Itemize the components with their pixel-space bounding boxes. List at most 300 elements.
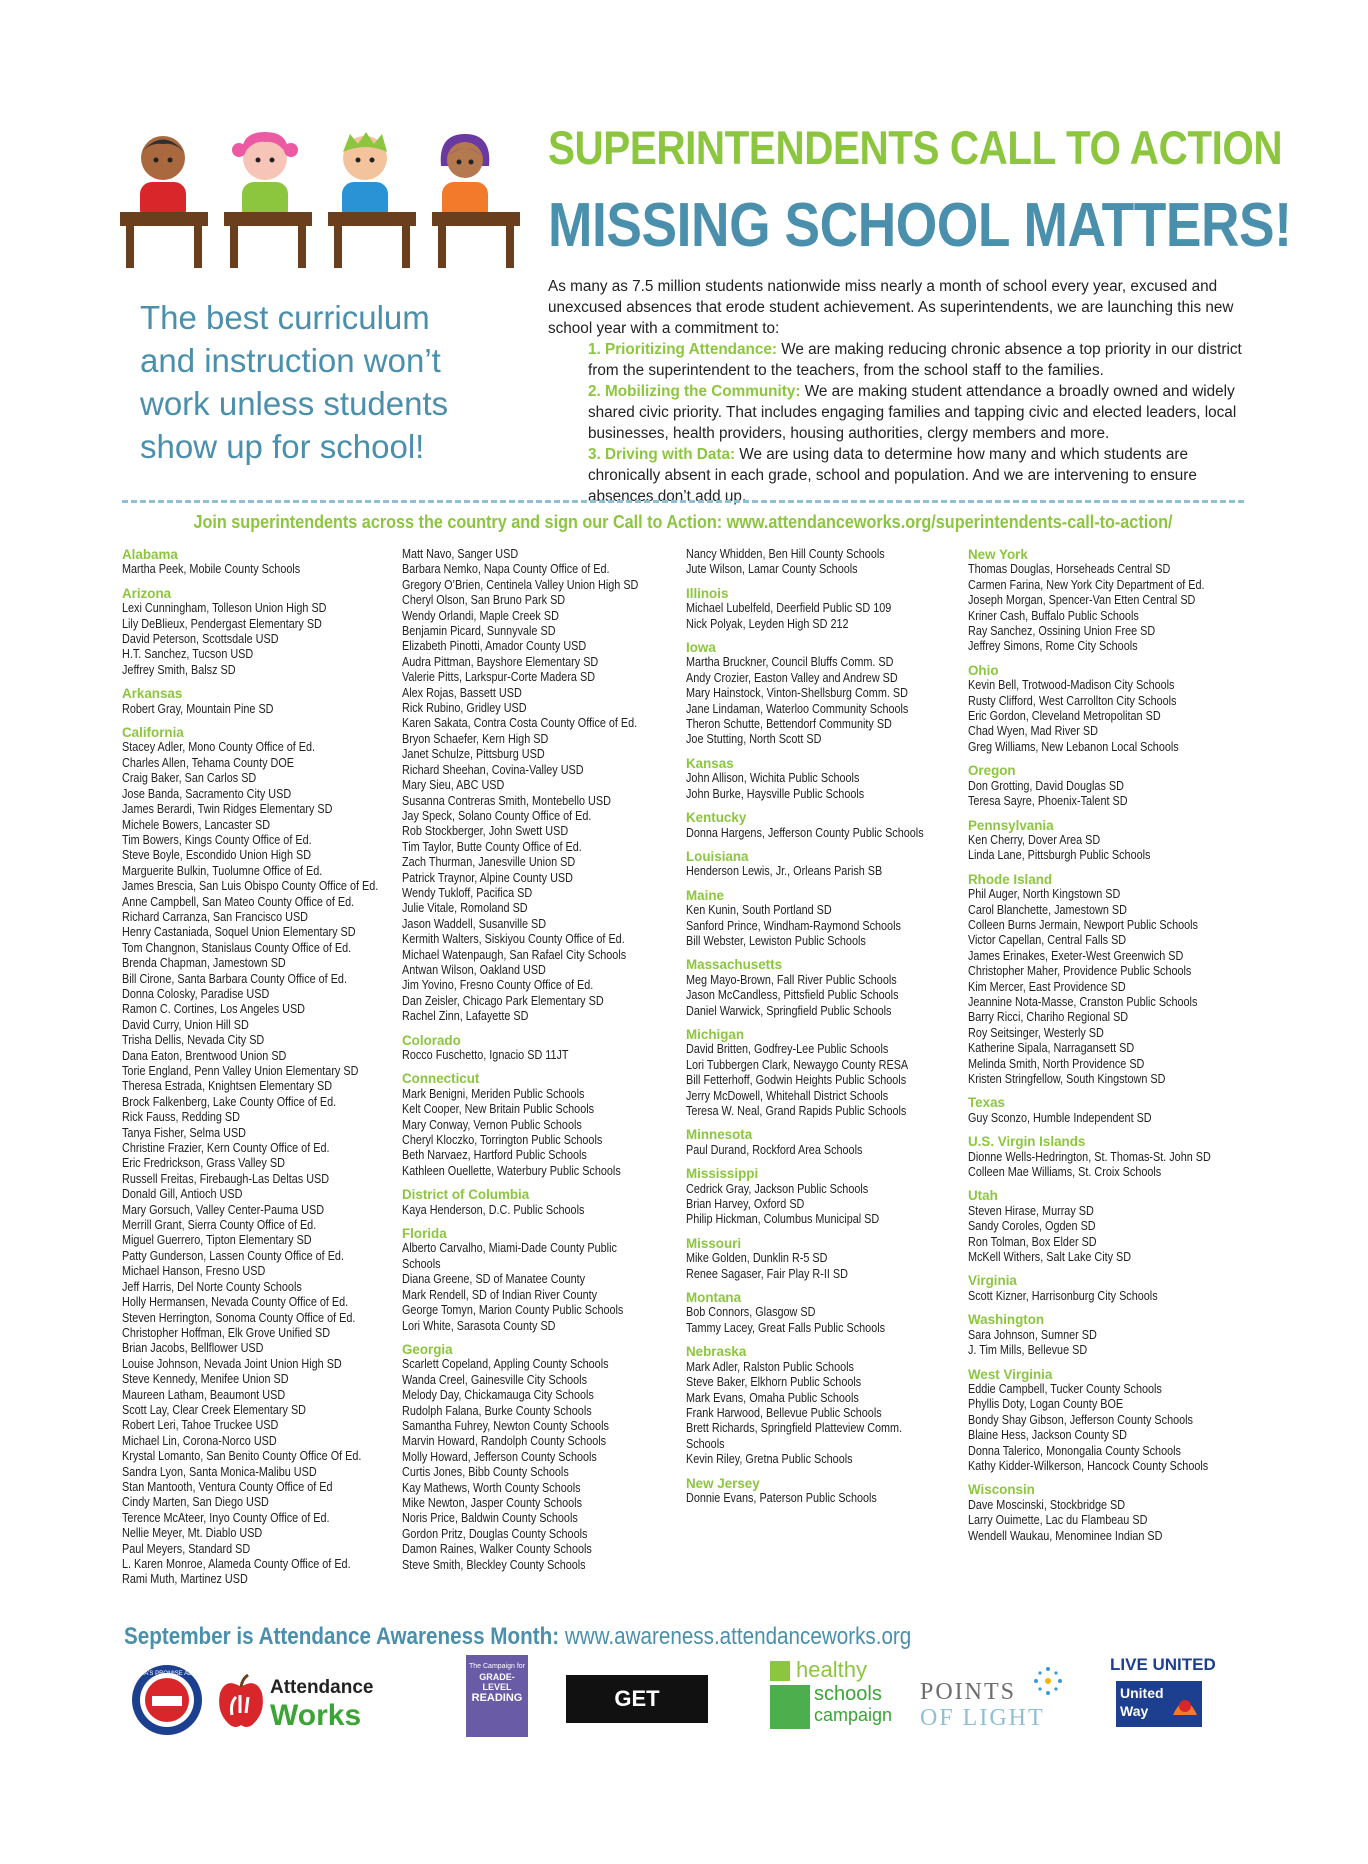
- state-heading: California: [122, 725, 184, 741]
- state-heading: Utah: [968, 1188, 998, 1204]
- signer-name: Tim Bowers, Kings County Office of Ed.: [122, 832, 312, 847]
- signer-name: Mary Sieu, ABC USD: [402, 778, 505, 793]
- state-heading: Alabama: [122, 547, 178, 562]
- signer-name: Matt Navo, Sanger USD: [402, 547, 519, 561]
- signer-name: Krystal Lomanto, San Benito County Office Of Ed.: [122, 1449, 362, 1464]
- signer-name: Kermith Walters, Siskiyou County Office of Ed.: [402, 932, 625, 947]
- united-way-text-1: United: [1120, 1685, 1164, 1701]
- signer-name: Phil Auger, North Kingstown SD: [968, 887, 1121, 902]
- signer-name: Schools: [402, 1256, 441, 1271]
- signer-name: Donna Colosky, Paradise USD: [122, 986, 270, 1001]
- signer-name: Alex Rojas, Bassett USD: [402, 685, 522, 700]
- signer-name: Bill Cirone, Santa Barbara County Office of Ed.: [122, 971, 347, 986]
- signer-name: Marvin Howard, Randolph County Schools: [402, 1434, 607, 1449]
- signer-name: Patrick Traynor, Alpine County USD: [402, 870, 573, 885]
- signer-name: Teresa Sayre, Phoenix-Talent SD: [968, 794, 1128, 809]
- signer-name: Tanya Fisher, Selma USD: [122, 1125, 247, 1140]
- signer-name: David Britten, Godfrey-Lee Public Schools: [686, 1042, 889, 1057]
- signer-name: Susanna Contreras Smith, Montebello USD: [402, 793, 611, 808]
- signer-name: Ken Kunin, South Portland SD: [686, 903, 832, 918]
- commitment-item: [588, 339, 1248, 381]
- signer-name: Rusty Clifford, West Carrollton City Schools: [968, 693, 1177, 708]
- student-2-icon: [232, 132, 298, 222]
- signer-name: Bondy Shay Gibson, Jefferson County Schools: [968, 1412, 1193, 1427]
- signer-name: Karen Sakata, Contra Costa County Office of Ed.: [402, 716, 638, 731]
- signer-name: Carol Blanchette, Jamestown SD: [968, 902, 1127, 917]
- signer-name: McKell Withers, Salt Lake City SD: [968, 1250, 1132, 1265]
- signer-name: Blaine Hess, Jackson County SD: [968, 1428, 1127, 1443]
- signer-name: Stacey Adler, Mono County Office of Ed.: [122, 740, 316, 755]
- signer-name: Mike Golden, Dunklin R-5 SD: [686, 1251, 828, 1266]
- page-title-line1: SUPERINTENDENTS CALL TO ACTION: [548, 121, 1283, 174]
- awareness-label: September is Attendance Awareness Month:: [124, 1623, 560, 1650]
- signer-name: Damon Raines, Walker County Schools: [402, 1542, 592, 1557]
- signer-name: Larry Ouimette, Lac du Flambeau SD: [968, 1513, 1148, 1528]
- signer-name: Katherine Sipala, Narragansett SD: [968, 1041, 1135, 1056]
- join-call-to-action-link[interactable]: Join superintendents across the country and sign our Call to Action: www.attendanceworks.org/superintendents-call-to-action/: [193, 512, 1173, 532]
- state-heading: Nebraska: [686, 1344, 747, 1360]
- state-heading: Colorado: [402, 1032, 461, 1048]
- signer-name: Donna Talerico, Monongalia County Schools: [968, 1443, 1181, 1458]
- signer-name: Richard Carranza, San Francisco USD: [122, 909, 309, 924]
- state-heading: Missouri: [686, 1235, 742, 1251]
- signer-name: Steve Boyle, Escondido Union High SD: [122, 848, 312, 863]
- state-heading: District of Columbia: [402, 1187, 530, 1203]
- signer-name: Kristen Stringfellow, South Kingstown SD: [968, 1072, 1166, 1086]
- signer-name: Renee Sagaser, Fair Play R-II SD: [686, 1266, 848, 1281]
- state-heading: Wisconsin: [968, 1482, 1035, 1498]
- signer-name: Mike Newton, Jasper County Schools: [402, 1495, 582, 1510]
- signer-name: Robert Leri, Tahoe Truckee USD: [122, 1418, 279, 1433]
- signer-name: Henry Castaniada, Soquel Union Elementary SD: [122, 925, 356, 940]
- signer-name: James Erinakes, Exeter-West Greenwich SD: [968, 948, 1184, 963]
- signer-name: Samantha Fuhrey, Newton County Schools: [402, 1418, 609, 1433]
- signer-name: Gordon Pritz, Douglas County Schools: [402, 1526, 588, 1541]
- signer-name: Andy Crozier, Easton Valley and Andrew SD: [686, 670, 898, 685]
- commitment-number: 2.: [588, 383, 601, 400]
- signers-column-1: [122, 547, 412, 1588]
- signer-name: Steve Kennedy, Menifee Union SD: [122, 1372, 289, 1387]
- signer-name: Barbara Nemko, Napa County Office of Ed.: [402, 562, 610, 577]
- state-heading: U.S. Virgin Islands: [968, 1134, 1086, 1150]
- signer-name: J. Tim Mills, Bellevue SD: [968, 1343, 1088, 1358]
- state-heading: Mississippi: [686, 1166, 759, 1182]
- signer-name: Steven Herrington, Sonoma County Office of Ed.: [122, 1310, 356, 1325]
- signer-name: Rachel Zinn, Lafayette SD: [402, 1009, 529, 1024]
- signer-name: Jute Wilson, Lamar County Schools: [686, 562, 858, 577]
- signer-name: Mark Rendell, SD of Indian River County: [402, 1287, 598, 1302]
- state-heading: Louisiana: [686, 848, 749, 864]
- signer-name: Kevin Riley, Gretna Public Schools: [686, 1452, 853, 1467]
- signer-name: Nick Polyak, Leyden High SD 212: [686, 616, 849, 631]
- signer-name: Eric Fredrickson, Grass Valley SD: [122, 1156, 285, 1171]
- state-heading: Arizona: [122, 585, 172, 601]
- signer-name: Rob Stockberger, John Swett USD: [402, 824, 569, 839]
- signer-name: Jeannine Nota-Masse, Cranston Public Schools: [968, 994, 1198, 1009]
- signer-name: Marguerite Bulkin, Tuolumne Office of Ed.: [122, 863, 323, 878]
- signer-name: Donnie Evans, Paterson Public Schools: [686, 1490, 877, 1505]
- signer-name: Steven Hirase, Murray SD: [968, 1203, 1094, 1218]
- signer-name: Guy Sconzo, Humble Independent SD: [968, 1110, 1152, 1125]
- signer-name: Russell Freitas, Firebaugh-Las Deltas USD: [122, 1171, 330, 1186]
- commitment-item: [588, 381, 1248, 444]
- signer-name: Gregory O’Brien, Centinela Valley Union High SD: [402, 577, 639, 592]
- signer-name: Michael Lin, Corona-Norco USD: [122, 1433, 277, 1448]
- intro-section: [548, 276, 1248, 507]
- signer-name: Steve Baker, Elkhorn Public Schools: [686, 1375, 862, 1390]
- signer-name: Nancy Whidden, Ben Hill County Schools: [686, 547, 885, 561]
- grade-level-text-3: READING: [471, 1692, 523, 1704]
- commitment-title: Prioritizing Attendance:: [605, 341, 777, 358]
- state-heading: Arkansas: [122, 686, 183, 702]
- signer-name: Frank Harwood, Bellevue Public Schools: [686, 1405, 882, 1420]
- signer-name: Cheryl Olson, San Bruno Park SD: [402, 593, 566, 608]
- apple-hand-icon: [216, 1673, 266, 1731]
- state-heading: Washington: [968, 1312, 1045, 1328]
- student-3-icon: [342, 132, 388, 222]
- healthy-text-1: healthy: [796, 1657, 867, 1682]
- signer-name: Melinda Smith, North Providence SD: [968, 1056, 1145, 1071]
- signer-name: Jerry McDowell, Whitehall District Schools: [686, 1088, 889, 1103]
- signer-name: Sandy Coroles, Ogden SD: [968, 1219, 1096, 1234]
- signer-name: Paul Durand, Rockford Area Schools: [686, 1142, 863, 1157]
- state-heading: Ohio: [968, 662, 999, 678]
- signer-name: Paul Meyers, Standard SD: [122, 1541, 251, 1556]
- state-heading: Michigan: [686, 1026, 745, 1042]
- signer-name: Bryon Schaefer, Kern High SD: [402, 731, 549, 746]
- signer-name: Julie Vitale, Romoland SD: [402, 901, 528, 916]
- healthy-schools-logo[interactable]: [770, 1657, 893, 1737]
- signer-name: Greg Williams, New Lebanon Local Schools: [968, 739, 1179, 754]
- signer-name: Kathleen Ouellette, Waterbury Public Schools: [402, 1163, 621, 1178]
- signer-name: Lily DeBlieux, Pendergast Elementary SD: [122, 616, 322, 631]
- signer-name: Rocco Fuschetto, Ignacio SD 11JT: [402, 1048, 569, 1062]
- signer-name: Richard Sheehan, Covina-Valley USD: [402, 762, 584, 777]
- signer-name: Michele Bowers, Lancaster SD: [122, 817, 271, 832]
- points-of-light-logo[interactable]: [920, 1665, 1070, 1735]
- signer-name: Kaya Henderson, D.C. Public Schools: [402, 1202, 585, 1217]
- signer-name: John Burke, Haysville Public Schools: [686, 786, 865, 801]
- signer-name: Dan Zeisler, Chicago Park Elementary SD: [402, 993, 604, 1008]
- signer-name: Henderson Lewis, Jr., Orleans Parish SB: [686, 864, 883, 879]
- signer-name: Joseph Morgan, Spencer-Van Etten Central SD: [968, 593, 1196, 608]
- awareness-month-banner: [124, 1623, 911, 1651]
- signer-name: George Tomyn, Marion County Public Schools: [402, 1303, 624, 1318]
- signer-name: Dionne Wells-Hedrington, St. Thomas-St. John SD: [968, 1149, 1211, 1164]
- americas-promise-logo[interactable]: [120, 1663, 214, 1737]
- state-heading: Georgia: [402, 1341, 453, 1357]
- signer-name: Rick Rubino, Gridley USD: [402, 701, 527, 716]
- desks-icon: [120, 212, 520, 268]
- signer-name: Brock Falkenberg, Lake County Office of Ed.: [122, 1094, 337, 1109]
- signer-name: Sandra Lyon, Santa Monica-Malibu USD: [122, 1464, 317, 1479]
- signers-column-3: [686, 547, 976, 1506]
- signer-name: Don Grotting, David Douglas SD: [968, 778, 1124, 793]
- signer-name: Philip Hickman, Columbus Municipal SD: [686, 1212, 880, 1227]
- signer-name: Benjamin Picard, Sunnyvale SD: [402, 624, 556, 639]
- signer-name: Lori White, Sarasota County SD: [402, 1318, 556, 1333]
- state-heading: Florida: [402, 1226, 447, 1242]
- grade-level-text-1: The Campaign for: [468, 1663, 526, 1670]
- state-heading: West Virginia: [968, 1366, 1053, 1382]
- signer-name: Ramon C. Cortines, Los Angeles USD: [122, 1002, 306, 1017]
- state-heading: New Jersey: [686, 1475, 760, 1491]
- signer-name: Patty Gunderson, Lassen County Office of Ed.: [122, 1248, 344, 1263]
- signer-name: Bill Fetterhoff, Godwin Heights Public Schools: [686, 1073, 907, 1088]
- signer-name: David Peterson, Scottsdale USD: [122, 632, 279, 647]
- commitment-item: [588, 444, 1248, 507]
- signer-name: Scarlett Copeland, Appling County Schools: [402, 1357, 609, 1372]
- united-way-hand-icon: [1170, 1689, 1200, 1719]
- signer-name: Sara Johnson, Sumner SD: [968, 1327, 1097, 1342]
- signer-name: Carmen Farina, New York City Department of Ed.: [968, 577, 1205, 592]
- signer-name: Teresa W. Neal, Grand Rapids Public Schools: [686, 1104, 907, 1118]
- state-heading: Oregon: [968, 763, 1016, 779]
- signer-name: Curtis Jones, Bibb County Schools: [402, 1465, 569, 1480]
- signer-name: Eddie Campbell, Tucker County Schools: [968, 1381, 1162, 1396]
- student-4-icon: [441, 134, 490, 222]
- partner-logos: [120, 1655, 1240, 1759]
- signer-name: Jeffrey Simons, Rome City Schools: [968, 639, 1138, 654]
- signer-name: Mark Evans, Omaha Public Schools: [686, 1390, 859, 1405]
- signer-name: Meg Mayo-Brown, Fall River Public Schools: [686, 972, 897, 987]
- signer-name: Tammy Lacey, Great Falls Public Schools: [686, 1320, 886, 1335]
- state-heading: Montana: [686, 1290, 742, 1306]
- healthy-text-2: schools: [814, 1683, 882, 1705]
- signer-name: Kriner Cash, Buffalo Public Schools: [968, 608, 1139, 623]
- get-schooled-logo[interactable]: GET SCHOOLED: [566, 1675, 708, 1723]
- signer-name: Rami Muth, Martinez USD: [122, 1572, 248, 1587]
- commitment-title: Driving with Data:: [605, 446, 736, 463]
- commitments-list: [548, 339, 1248, 507]
- signer-name: Brett Richards, Springfield Platteview Comm.: [686, 1421, 903, 1436]
- signer-name: Theresa Estrada, Knightsen Elementary SD: [122, 1079, 333, 1094]
- commitment-text: We are making reducing chronic absence a top priority in our district from the superintendent to the teachers, from the school staff to the families.: [588, 341, 1242, 379]
- signer-name: Cheryl Kloczko, Torrington Public Schools: [402, 1133, 603, 1148]
- signer-name: Trisha Dellis, Nevada City SD: [122, 1033, 265, 1048]
- signer-name: Charles Allen, Tehama County DOE: [122, 755, 294, 770]
- signer-name: L. Karen Monroe, Alameda County Office of Ed.: [122, 1557, 351, 1571]
- signer-name: Maureen Latham, Beaumont USD: [122, 1387, 286, 1402]
- signers-column-4: [968, 547, 1258, 1544]
- signer-name: Nellie Meyer, Mt. Diablo USD: [122, 1526, 263, 1541]
- signer-name: Scott Lay, Clear Creek Elementary SD: [122, 1402, 306, 1417]
- signer-name: Kay Mathews, Worth County Schools: [402, 1480, 581, 1495]
- signer-name: Roy Seitsinger, Westerly SD: [968, 1025, 1104, 1040]
- signer-name: Zach Thurman, Janesville Union SD: [402, 855, 576, 870]
- grade-level-text-2: GRADE-LEVEL: [479, 1672, 515, 1692]
- signer-name: Wendy Orlandi, Maple Creek SD: [402, 608, 559, 623]
- signer-name: Cindy Marten, San Diego USD: [122, 1495, 269, 1510]
- tagline: The best curriculum and instruction won’t work unless students show up for school!: [140, 299, 449, 465]
- signer-name: Miguel Guerrero, Tipton Elementary SD: [122, 1233, 312, 1248]
- signer-name: Jason McCandless, Pittsfield Public Schools: [686, 988, 899, 1003]
- signer-name: Theron Schutte, Bettendorf Community SD: [686, 717, 892, 732]
- signer-name: Thomas Douglas, Horseheads Central SD: [968, 562, 1171, 577]
- healthy-text-3: campaign: [814, 1705, 893, 1725]
- signer-name: Rudolph Falana, Burke County Schools: [402, 1403, 592, 1418]
- students-at-desks-illustration: [120, 120, 540, 270]
- signer-name: Wendell Waukau, Menominee Indian SD: [968, 1528, 1163, 1543]
- signer-name: Michael Hanson, Fresno USD: [122, 1264, 266, 1279]
- signer-name: Victor Capellan, Central Falls SD: [968, 933, 1127, 948]
- signer-name: Melody Day, Chickamauga City Schools: [402, 1388, 594, 1403]
- signer-name: Craig Baker, San Carlos SD: [122, 771, 257, 786]
- signer-name: Brian Jacobs, Bellflower USD: [122, 1341, 264, 1356]
- state-heading: Iowa: [686, 640, 716, 656]
- state-heading: Maine: [686, 887, 724, 903]
- signer-name: Robert Gray, Mountain Pine SD: [122, 701, 274, 716]
- signer-name: Lexi Cunningham, Tolleson Union High SD: [122, 601, 327, 616]
- signer-name: Linda Lane, Pittsburgh Public Schools: [968, 848, 1151, 863]
- signer-name: Diana Greene, SD of Manatee County: [402, 1272, 586, 1287]
- signer-name: Sanford Prince, Windham-Raymond Schools: [686, 918, 901, 933]
- state-heading: Texas: [968, 1095, 1005, 1111]
- signer-name: Cedrick Gray, Jackson Public Schools: [686, 1181, 869, 1196]
- signer-name: James Brescia, San Luis Obispo County Office of Ed.: [122, 879, 379, 894]
- signer-name: Jim Yovino, Fresno County Office of Ed.: [402, 978, 594, 993]
- signer-name: Brenda Chapman, Jamestown SD: [122, 956, 286, 971]
- signer-name: Michael Lubelfeld, Deerfield Public SD 109: [686, 601, 892, 616]
- live-united-text: LIVE UNITED: [1110, 1655, 1216, 1674]
- signer-name: Torie England, Penn Valley Union Elementary SD: [122, 1064, 359, 1078]
- signer-name: Alberto Carvalho, Miami-Dade County Public: [402, 1241, 617, 1256]
- signer-name: Phyllis Doty, Logan County BOE: [968, 1397, 1124, 1412]
- signer-name: Jeffrey Smith, Balsz SD: [122, 662, 236, 677]
- starburst-icon: [1032, 1665, 1064, 1697]
- signer-name: John Allison, Wichita Public Schools: [686, 771, 860, 786]
- signer-name: Kathy Kidder-Wilkerson, Hancock County Schools: [968, 1458, 1209, 1473]
- signer-name: Stan Mantooth, Ventura County Office of Ed: [122, 1479, 333, 1494]
- signer-name: Colleen Burns Jermain, Newport Public Schools: [968, 917, 1198, 932]
- awareness-url-link[interactable]: www.awareness.attendanceworks.org: [559, 1623, 912, 1650]
- commitment-text: We are using data to determine how many and which students are chronically absent in each grade, school and population. And we are intervening to ensure absences don’t add up.: [588, 446, 1197, 505]
- signer-name: Tom Changnon, Stanislaus County Office of Ed.: [122, 940, 352, 955]
- signer-name: Jose Banda, Sacramento City USD: [122, 786, 292, 801]
- signer-name: Jeff Harris, Del Norte County Schools: [122, 1279, 302, 1294]
- points-text-1: POINTS: [920, 1679, 1017, 1705]
- state-heading: Kansas: [686, 755, 734, 771]
- signer-name: Martha Bruckner, Council Bluffs Comm. SD: [686, 655, 894, 670]
- signer-name: Kevin Bell, Trotwood-Madison City Schools: [968, 678, 1175, 693]
- signer-name: Christopher Hoffman, Elk Grove Unified SD: [122, 1325, 331, 1340]
- signer-name: Kim Mercer, East Providence SD: [968, 979, 1126, 994]
- signer-name: Ken Cherry, Dover Area SD: [968, 832, 1101, 847]
- signer-name: Elizabeth Pinotti, Amador County USD: [402, 639, 587, 654]
- signer-name: Jane Lindaman, Waterloo Community Schools: [686, 701, 909, 716]
- signer-name: Eric Gordon, Cleveland Metropolitan SD: [968, 709, 1161, 724]
- signer-name: Wendy Tukloff, Pacifica SD: [402, 885, 533, 900]
- commitment-text: We are making student attendance a broadly owned and widely shared civic priority. That includes engaging families and tapping civic and elected leaders, local businesses, health providers, housing authorities, clergy members and more.: [588, 383, 1237, 442]
- signer-name: Beth Narvaez, Hartford Public Schools: [402, 1148, 587, 1163]
- signer-name: Mary Conway, Vernon Public Schools: [402, 1117, 582, 1132]
- grade-level-reading-logo[interactable]: [466, 1655, 528, 1737]
- signer-name: Bill Webster, Lewiston Public Schools: [686, 933, 866, 948]
- state-heading: Kentucky: [686, 810, 747, 826]
- signer-name: Rick Fauss, Redding SD: [122, 1110, 240, 1125]
- signer-name: Anne Campbell, San Mateo County Office of Ed.: [122, 894, 355, 909]
- signer-name: Louise Johnson, Nevada Joint Union High SD: [122, 1356, 342, 1371]
- signer-name: Holly Hermansen, Nevada County Office of Ed.: [122, 1295, 349, 1310]
- signer-name: Christopher Maher, Providence Public Schools: [968, 964, 1192, 979]
- united-way-logo[interactable]: [1110, 1655, 1230, 1739]
- signer-name: Schools: [686, 1436, 725, 1451]
- state-heading: Massachusetts: [686, 957, 783, 973]
- signer-name: Antwan Wilson, Oakland USD: [402, 962, 546, 977]
- student-1-icon: [140, 136, 186, 222]
- signer-name: Jay Speck, Solano County Office of Ed.: [402, 808, 592, 823]
- intro-paragraph: As many as 7.5 million students nationwide miss nearly a month of school every year, excused and unexcused absences that erode student achievement. As superintendents, we are launching this new school year with a commitment to:: [548, 278, 1234, 337]
- signer-name: Martha Peek, Mobile County Schools: [122, 562, 301, 577]
- signer-name: Michael Watenpaugh, San Rafael City Schools: [402, 947, 627, 962]
- state-heading: New York: [968, 547, 1028, 562]
- state-heading: Rhode Island: [968, 871, 1053, 887]
- signer-name: Barry Ricci, Chariho Regional SD: [968, 1010, 1129, 1025]
- signer-name: Christine Frazier, Kern County Office of Ed.: [122, 1141, 330, 1156]
- signer-name: Noris Price, Baldwin County Schools: [402, 1511, 578, 1526]
- signer-name: H.T. Sanchez, Tucson USD: [122, 647, 254, 662]
- signer-name: Terence McAteer, Inyo County Office of Ed.: [122, 1510, 330, 1525]
- signer-name: Chad Wyen, Mad River SD: [968, 724, 1098, 739]
- signer-name: Jason Waddell, Susanville SD: [402, 916, 547, 931]
- points-text-2: OF LIGHT: [920, 1705, 1045, 1731]
- signer-name: Donna Hargens, Jefferson County Public Schools: [686, 825, 924, 840]
- signer-name: Joe Stutting, North Scott SD: [686, 732, 822, 747]
- attendance-works-text-1: Attendance: [270, 1677, 374, 1698]
- signer-name: Mary Gorsuch, Valley Center-Pauma USD: [122, 1202, 325, 1217]
- signer-name: Ray Sanchez, Ossining Union Free SD: [968, 624, 1156, 639]
- signer-name: Mary Hainstock, Vinton-Shellsburg Comm. SD: [686, 686, 908, 701]
- dashed-divider: [122, 500, 1244, 503]
- signer-name: Kelt Cooper, New Britain Public Schools: [402, 1102, 595, 1117]
- signer-name: Valerie Pitts, Larkspur-Corte Madera SD: [402, 670, 596, 685]
- signer-name: Merrill Grant, Sierra County Office of Ed.: [122, 1218, 317, 1233]
- signer-name: Donald Gill, Antioch USD: [122, 1187, 243, 1202]
- signer-name: Scott Kizner, Harrisonburg City Schools: [968, 1288, 1158, 1303]
- state-heading: Illinois: [686, 585, 729, 601]
- signer-name: Mark Adler, Ralston Public Schools: [686, 1359, 854, 1374]
- page-title-line2: MISSING SCHOOL MATTERS!: [548, 191, 1292, 260]
- signer-name: Brian Harvey, Oxford SD: [686, 1197, 805, 1212]
- state-heading: Connecticut: [402, 1071, 480, 1087]
- signer-name: David Curry, Union Hill SD: [122, 1017, 249, 1032]
- signer-name: Ron Tolman, Box Elder SD: [968, 1234, 1097, 1249]
- americas-promise-text: AMERICA'S PROMISE ALLIANCE: [120, 1671, 214, 1677]
- signer-name: Dave Moscinski, Stockbridge SD: [968, 1497, 1126, 1512]
- united-way-text-2: Way: [1120, 1703, 1149, 1719]
- signer-name: Janet Schulze, Pittsburg USD: [402, 747, 545, 762]
- signer-name: Audra Pittman, Bayshore Elementary SD: [402, 654, 599, 669]
- state-heading: Virginia: [968, 1273, 1017, 1289]
- commitment-title: Mobilizing the Community:: [605, 383, 801, 400]
- attendance-works-logo[interactable]: [216, 1669, 386, 1739]
- signer-name: Steve Smith, Bleckley County Schools: [402, 1557, 586, 1572]
- signer-name: Dana Eaton, Brentwood Union SD: [122, 1048, 287, 1063]
- signer-name: Mark Benigni, Meriden Public Schools: [402, 1086, 585, 1101]
- commitment-number: 3.: [588, 446, 601, 463]
- state-heading: Minnesota: [686, 1127, 753, 1143]
- state-heading: Pennsylvania: [968, 817, 1054, 833]
- commitment-number: 1.: [588, 341, 601, 358]
- signer-name: Daniel Warwick, Springfield Public Schools: [686, 1003, 892, 1018]
- signers-column-2: [402, 547, 692, 1573]
- signer-name: Lori Tubbergen Clark, Newaygo County RESA: [686, 1057, 909, 1072]
- signer-name: Bob Connors, Glasgow SD: [686, 1305, 816, 1320]
- signer-name: Tim Taylor, Butte County Office of Ed.: [402, 839, 582, 854]
- signer-name: James Berardi, Twin Ridges Elementary SD: [122, 802, 333, 817]
- signer-name: Colleen Mae Williams, St. Croix Schools: [968, 1165, 1162, 1180]
- signer-name: Molly Howard, Jefferson County Schools: [402, 1449, 597, 1464]
